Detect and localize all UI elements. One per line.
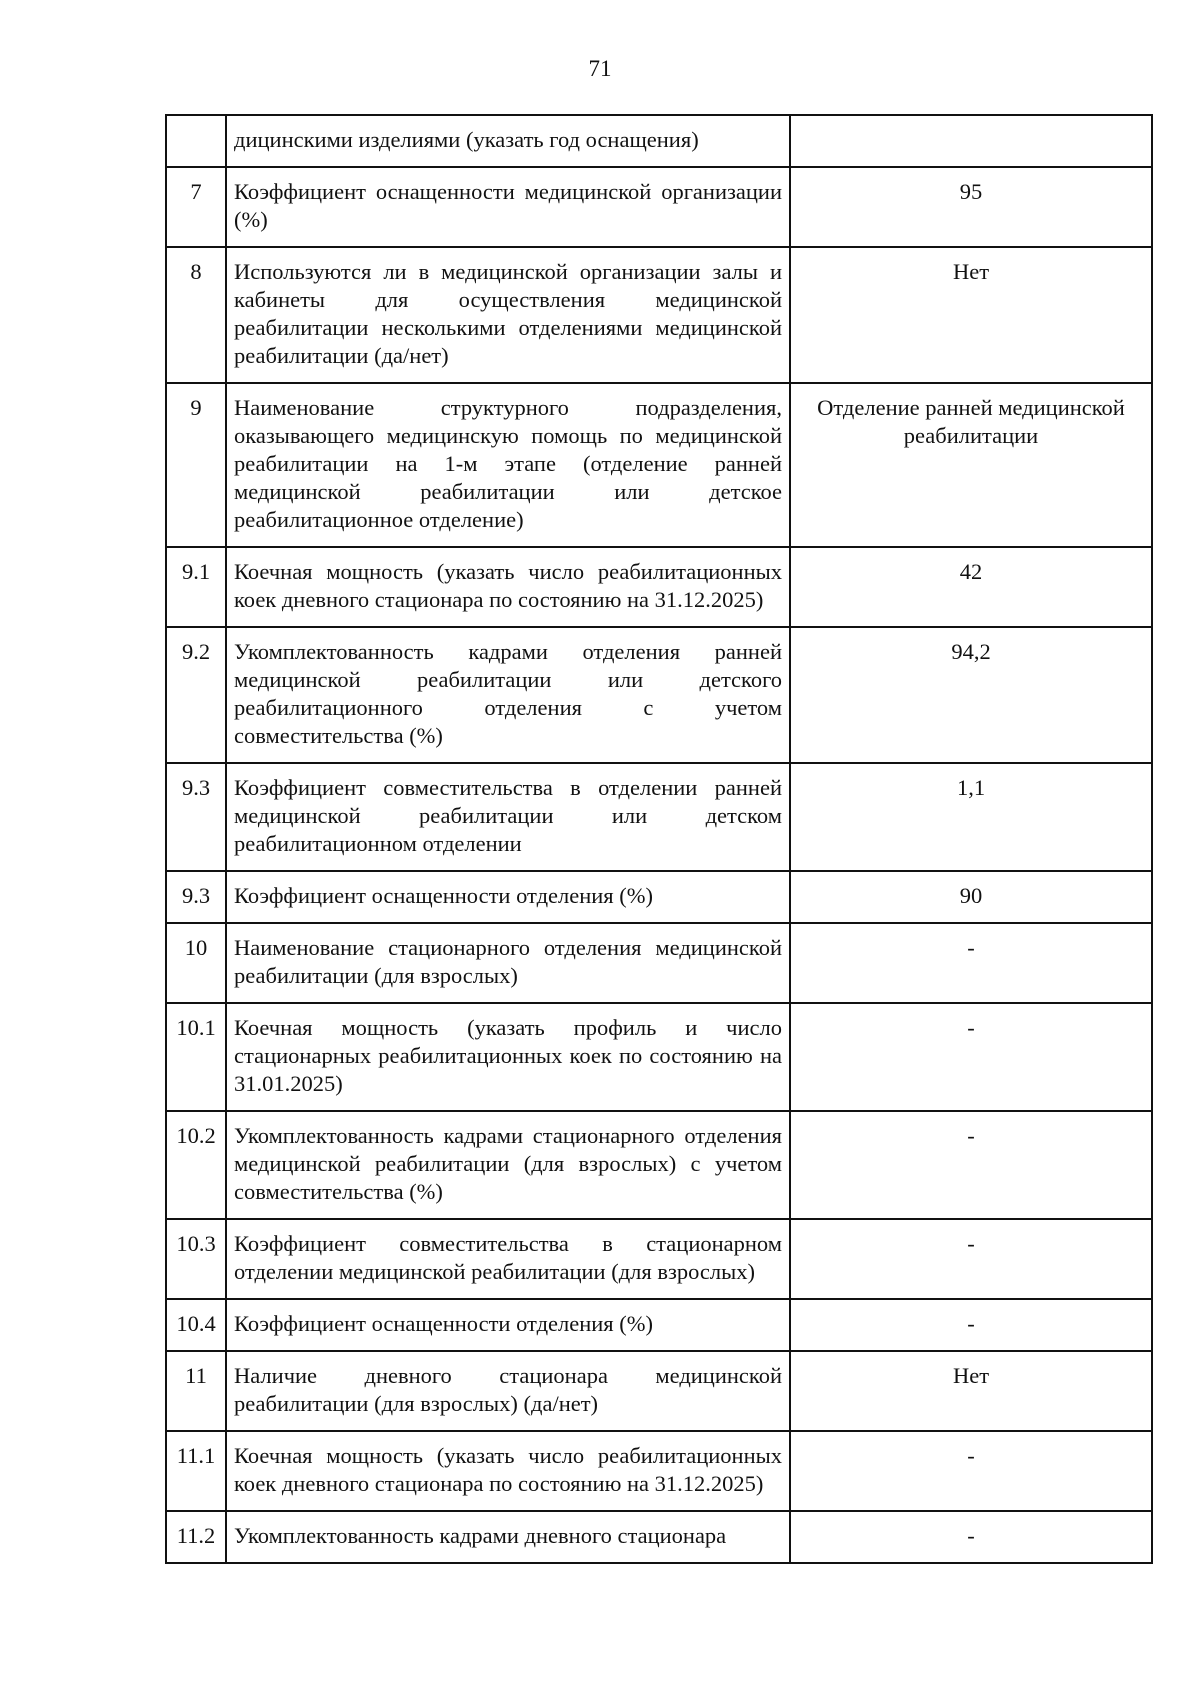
row-description: Коэффициент оснащенности отделения (%) [226,1299,790,1351]
row-number: 9 [166,383,226,547]
row-value: - [790,1511,1152,1563]
table-row [166,1351,1152,1431]
row-value: - [790,1431,1152,1511]
row-number: 10.3 [166,1219,226,1299]
row-value: 90 [790,871,1152,923]
row-description: дицинскими изделиями (указать год оснащения) [226,115,790,167]
table-row [166,1511,1152,1563]
row-description: Коэффициент оснащенности медицинской организации (%) [226,167,790,247]
row-value: - [790,1219,1152,1299]
row-number: 9.1 [166,547,226,627]
row-number: 9.2 [166,627,226,763]
row-description: Наименование стационарного отделения медицинской реабилитации (для взрослых) [226,923,790,1003]
row-number: 9.3 [166,871,226,923]
row-value: - [790,1003,1152,1111]
row-description: Коэффициент совместительства в стационарном отделении медицинской реабилитации (для взрослых) [226,1219,790,1299]
row-number: 11.1 [166,1431,226,1511]
table-row [166,547,1152,627]
table-row [166,871,1152,923]
row-description: Укомплектованность кадрами стационарного отделения медицинской реабилитации (для взрослых) с учетом совместительства (%) [226,1111,790,1219]
row-description: Наименование структурного подразделения, оказывающего медицинскую помощь по медицинской реабилитации на 1-м этапе (отделение ранней медицинской реабилитации или детское реабилитационное отделение) [226,383,790,547]
row-value: 94,2 [790,627,1152,763]
table-row [166,247,1152,383]
row-description: Коечная мощность (указать число реабилитационных коек дневного стационара по состоянию на 31.12.2025) [226,1431,790,1511]
row-value: 1,1 [790,763,1152,871]
row-number: 9.3 [166,763,226,871]
row-value: Отделение ранней медицинской реабилитации [790,383,1152,547]
row-description: Коечная мощность (указать профиль и число стационарных реабилитационных коек по состоянию на 31.01.2025) [226,1003,790,1111]
row-value [790,115,1152,167]
page-number: 71 [588,56,612,81]
row-number: 10.1 [166,1003,226,1111]
table-row [166,1111,1152,1219]
row-value: Нет [790,247,1152,383]
row-description: Укомплектованность кадрами отделения ранней медицинской реабилитации или детского реабилитационного отделения с учетом совместительства (%) [226,627,790,763]
indicators-table [165,114,1153,1564]
table-row [166,115,1152,167]
row-value: - [790,1111,1152,1219]
row-value: - [790,923,1152,1003]
table-row [166,923,1152,1003]
table-row [166,1219,1152,1299]
row-description: Наличие дневного стационара медицинской реабилитации (для взрослых) (да/нет) [226,1351,790,1431]
row-number: 10.4 [166,1299,226,1351]
row-number: 11 [166,1351,226,1431]
table-row [166,167,1152,247]
table-row [166,1003,1152,1111]
table-row [166,1431,1152,1511]
row-value: 42 [790,547,1152,627]
row-number: 11.2 [166,1511,226,1563]
row-number: 10.2 [166,1111,226,1219]
row-description: Укомплектованность кадрами дневного стационара [226,1511,790,1563]
row-number: 8 [166,247,226,383]
row-number [166,115,226,167]
row-value: 95 [790,167,1152,247]
row-description: Используются ли в медицинской организации залы и кабинеты для осуществления медицинской реабилитации несколькими отделениями медицинской реабилитации (да/нет) [226,247,790,383]
table-row [166,1299,1152,1351]
table-row [166,763,1152,871]
row-number: 7 [166,167,226,247]
row-value: - [790,1299,1152,1351]
row-number: 10 [166,923,226,1003]
row-description: Коечная мощность (указать число реабилитационных коек дневного стационара по состоянию на 31.12.2025) [226,547,790,627]
row-description: Коэффициент оснащенности отделения (%) [226,871,790,923]
row-value: Нет [790,1351,1152,1431]
table-row [166,627,1152,763]
table-row [166,383,1152,547]
row-description: Коэффициент совместительства в отделении ранней медицинской реабилитации или детском реабилитационном отделении [226,763,790,871]
